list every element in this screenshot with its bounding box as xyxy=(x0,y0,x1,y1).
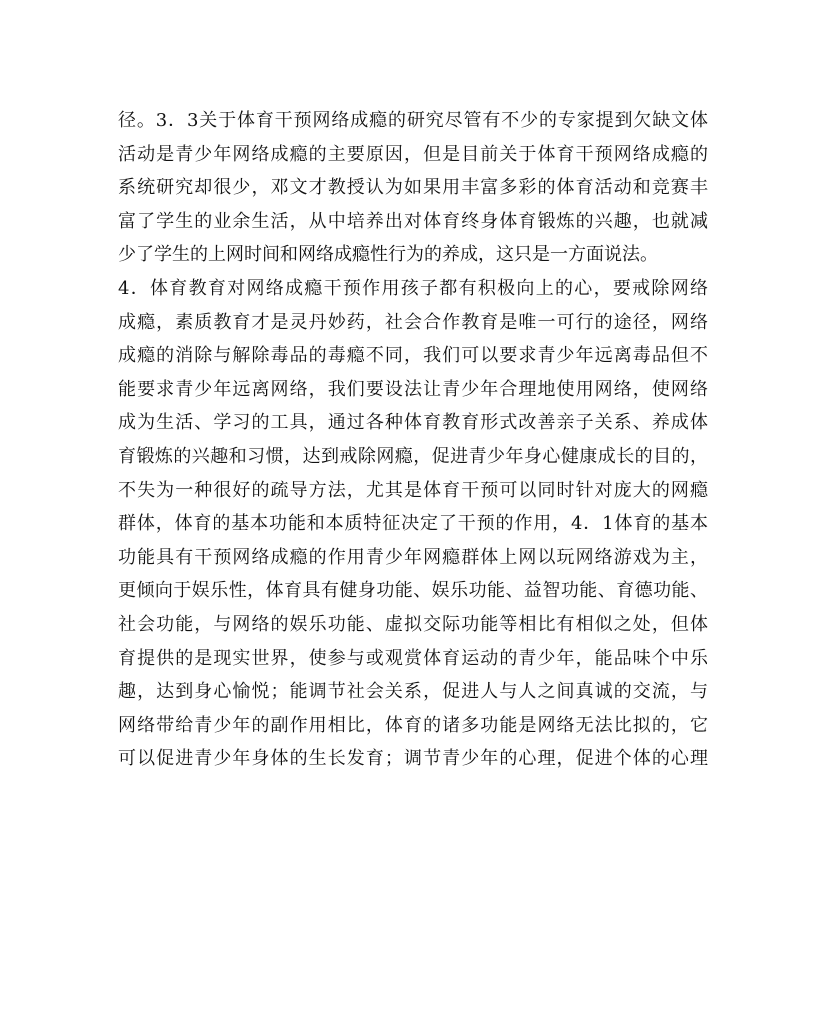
text-line: 4．体育教育对网络成瘾干预作用孩子都有积极向上的心，要戒除网络 xyxy=(118,277,708,299)
text-line: 不失为一种很好的疏导方法，尤其是体育干预可以同时针对庞大的网瘾 xyxy=(118,479,708,501)
text-line: 径。3．3关于体育干预网络成瘾的研究尽管有不少的专家提到欠缺文体 xyxy=(118,110,708,131)
text-line: 更倾向于娱乐性，体育具有健身功能、娱乐功能、益智功能、育德功能、 xyxy=(118,580,708,602)
text-line: 网络带给青少年的副作用相比，体育的诸多功能是网络无法比拟的，它 xyxy=(118,714,708,736)
text-line: 可以促进青少年身体的生长发育；调节青少年的心理，促进个体的心理 xyxy=(118,748,708,770)
text-line: 少了学生的上网时间和网络成瘾性行为的养成，这只是一方面说法。 xyxy=(118,244,658,266)
text-line: 成瘾，素质教育才是灵丹妙药，社会合作教育是唯一可行的途径，网络 xyxy=(118,311,708,333)
text-line: 社会功能，与网络的娱乐功能、虚拟交际功能等相比有相似之处，但体 xyxy=(118,613,708,635)
text-line: 成为生活、学习的工具，通过各种体育教育形式改善亲子关系、养成体 xyxy=(118,412,708,434)
body-text xyxy=(118,104,708,776)
text-line: 趣，达到身心愉悦；能调节社会关系，促进人与人之间真诚的交流，与 xyxy=(118,681,708,703)
text-line: 育提供的是现实世界，使参与或观赏体育运动的青少年，能品味个中乐 xyxy=(118,647,708,669)
text-line: 富了学生的业余生活，从中培养出对体育终身体育锻炼的兴趣，也就减 xyxy=(118,210,708,232)
text-line: 育锻炼的兴趣和习惯，达到戒除网瘾，促进青少年身心健康成长的目的， xyxy=(118,445,708,467)
text-line: 成瘾的消除与解除毒品的毒瘾不同，我们可以要求青少年远离毒品但不 xyxy=(118,345,708,367)
text-line: 群体，体育的基本功能和本质特征决定了干预的作用，4．1体育的基本 xyxy=(118,513,708,535)
text-line: 系统研究却很少，邓文才教授认为如果用丰富多彩的体育活动和竞赛丰 xyxy=(118,177,708,199)
text-line: 功能具有干预网络成瘾的作用青少年网瘾群体上网以玩网络游戏为主， xyxy=(118,546,708,568)
text-line: 能要求青少年远离网络，我们要设法让青少年合理地使用网络，使网络 xyxy=(118,378,708,400)
text-line: 活动是青少年网络成瘾的主要原因，但是目前关于体育干预网络成瘾的 xyxy=(118,143,708,165)
